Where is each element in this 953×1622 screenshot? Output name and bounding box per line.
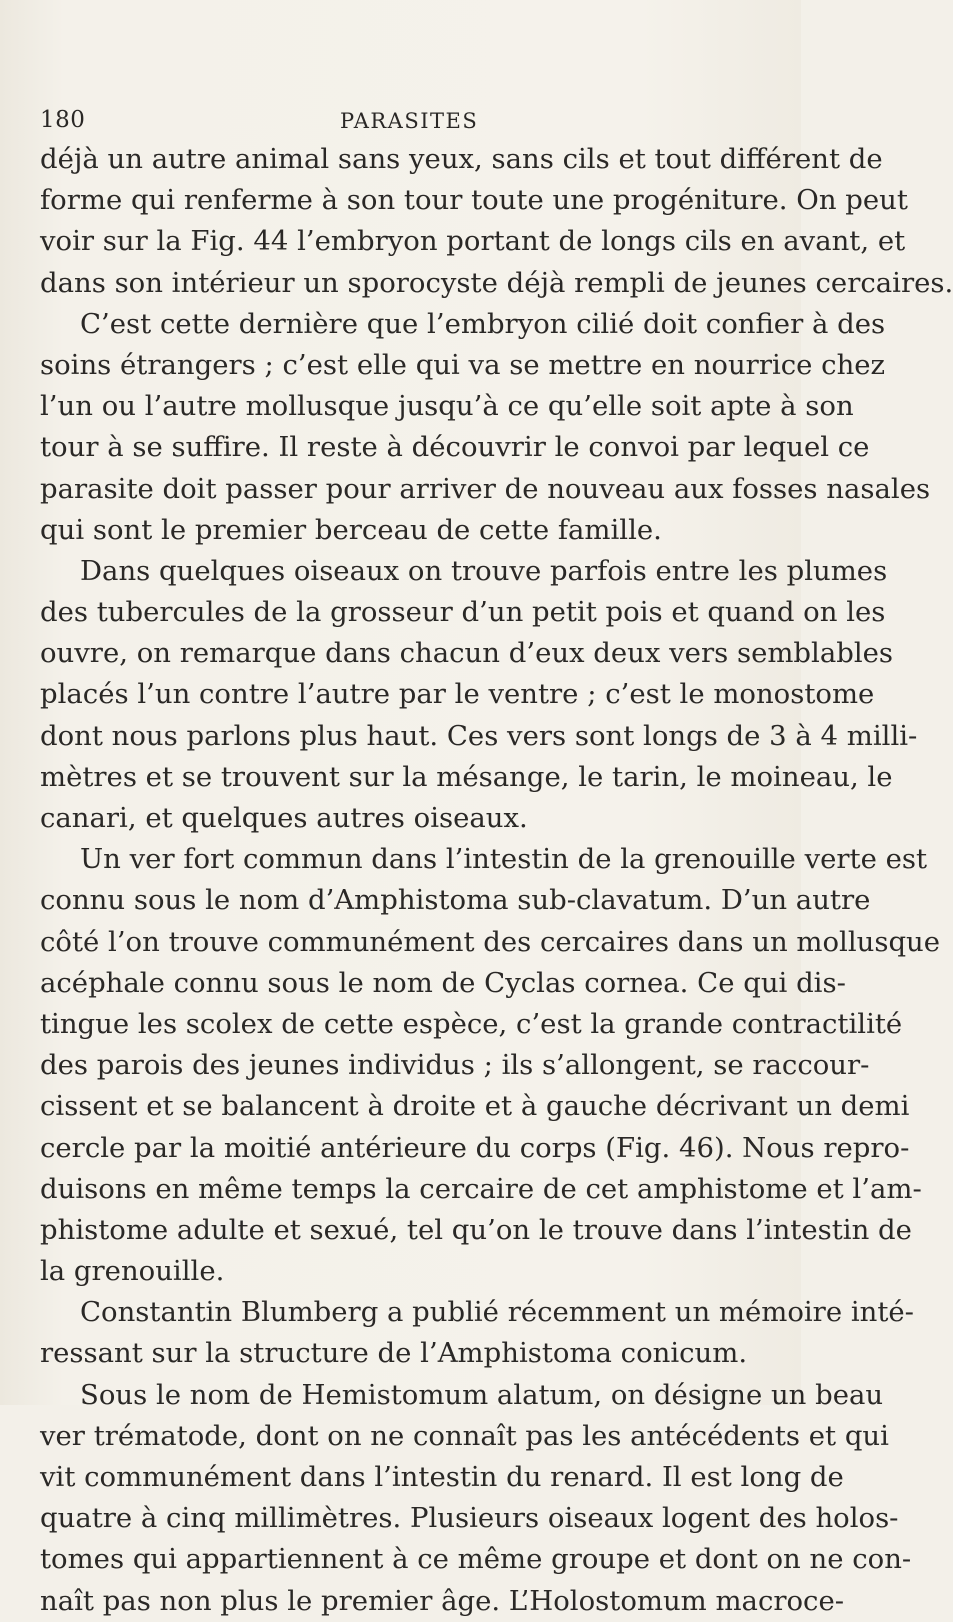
text-line: ver trématode, dont on ne connaît pas les antécédents et qui [40,1419,889,1452]
text-line: tomes qui appartiennent à ce même groupe et dont on ne con- [40,1543,912,1576]
page-number: 180 [40,107,86,133]
text-line: acéphale connu sous le nom de Cyclas cornea. Ce qui dis- [40,966,846,999]
text-line: des parois des jeunes individus ; ils s’allongent, se raccour- [40,1049,870,1082]
text-line: duisons en même temps la cercaire de cet amphistome et l’am- [40,1172,922,1205]
text-line: Sous le nom de Hemistomum alatum, on désigne un beau [80,1378,884,1411]
text-line: vit communément dans l’intestin du renard. Il est long de [40,1461,844,1493]
text-line: dont nous parlons plus haut. Ces vers sont longs de 3 à 4 milli- [40,719,918,752]
text-line: cissent et se balancent à droite et à gauche décrivant un demi [40,1090,910,1123]
text-line: Un ver fort commun dans l’intestin de la grenouille verte est [80,843,928,876]
text-line: C’est cette dernière que l’embryon cilié doit confier à des [80,307,886,340]
text-line: qui sont le premier berceau de cette famille. [40,513,662,546]
text-line: phistome adulte et sexué, tel qu’on le trouve dans l’intestin de [40,1213,912,1246]
text-line: soins étrangers ; c’est elle qui va se mettre en nourrice chez [40,348,886,381]
text-line: forme qui renferme à son tour toute une progéniture. On peut [40,184,908,217]
text-line: ressant sur la structure de l’Amphistoma conicum. [40,1337,748,1370]
text-line: Dans quelques oiseaux on trouve parfois entre les plumes [80,554,888,587]
text-line: mètres et se trouvent sur la mésange, le tarin, le moineau, le [40,760,893,793]
text-line: canari, et quelques autres oiseaux. [40,802,528,834]
text-line: des tubercules de la grosseur d’un petit pois et quand on les [40,596,886,629]
text-line: connu sous le nom d’Amphistoma sub-clavatum. D’un autre [40,884,871,917]
text-line: l’un ou l’autre mollusque jusqu’à ce qu’elle soit apte à son [40,390,854,423]
text-line: ouvre, on remarque dans chacun d’eux deux vers semblables [40,637,893,670]
text-line: quatre à cinq millimètres. Plusieurs oiseaux logent des holos- [40,1502,899,1535]
text-line: la grenouille. [40,1255,225,1288]
text-line: placés l’un contre l’autre par le ventre ; c’est le monostome [40,678,875,711]
body-text [40,139,953,1622]
text-line: tour à se suffire. Il reste à découvrir le convoi par lequel ce [40,431,870,464]
text-line: naît pas non plus le premier âge. L’Holostomum macroce- [40,1584,845,1617]
running-title: PARASITES [340,109,479,133]
text-line: parasite doit passer pour arriver de nouveau aux fosses nasales [40,472,931,505]
page-header [40,107,770,137]
text-line: voir sur la Fig. 44 l’embryon portant de longs cils en avant, et [40,225,906,258]
text-line: déjà un autre animal sans yeux, sans cils et tout différent de [40,143,883,175]
text-line: dans son intérieur un sporocyste déjà rempli de jeunes cercaires. [40,266,953,299]
text-line: Constantin Blumberg a publié récemment un mémoire inté- [80,1296,914,1329]
text-line: côté l’on trouve communément des cercaires dans un mollusque [40,925,941,958]
text-line: cercle par la moitié antérieure du corps (Fig. 46). Nous repro- [40,1131,910,1164]
text-line: tingue les scolex de cette espèce, c’est la grande contractilité [40,1007,903,1040]
